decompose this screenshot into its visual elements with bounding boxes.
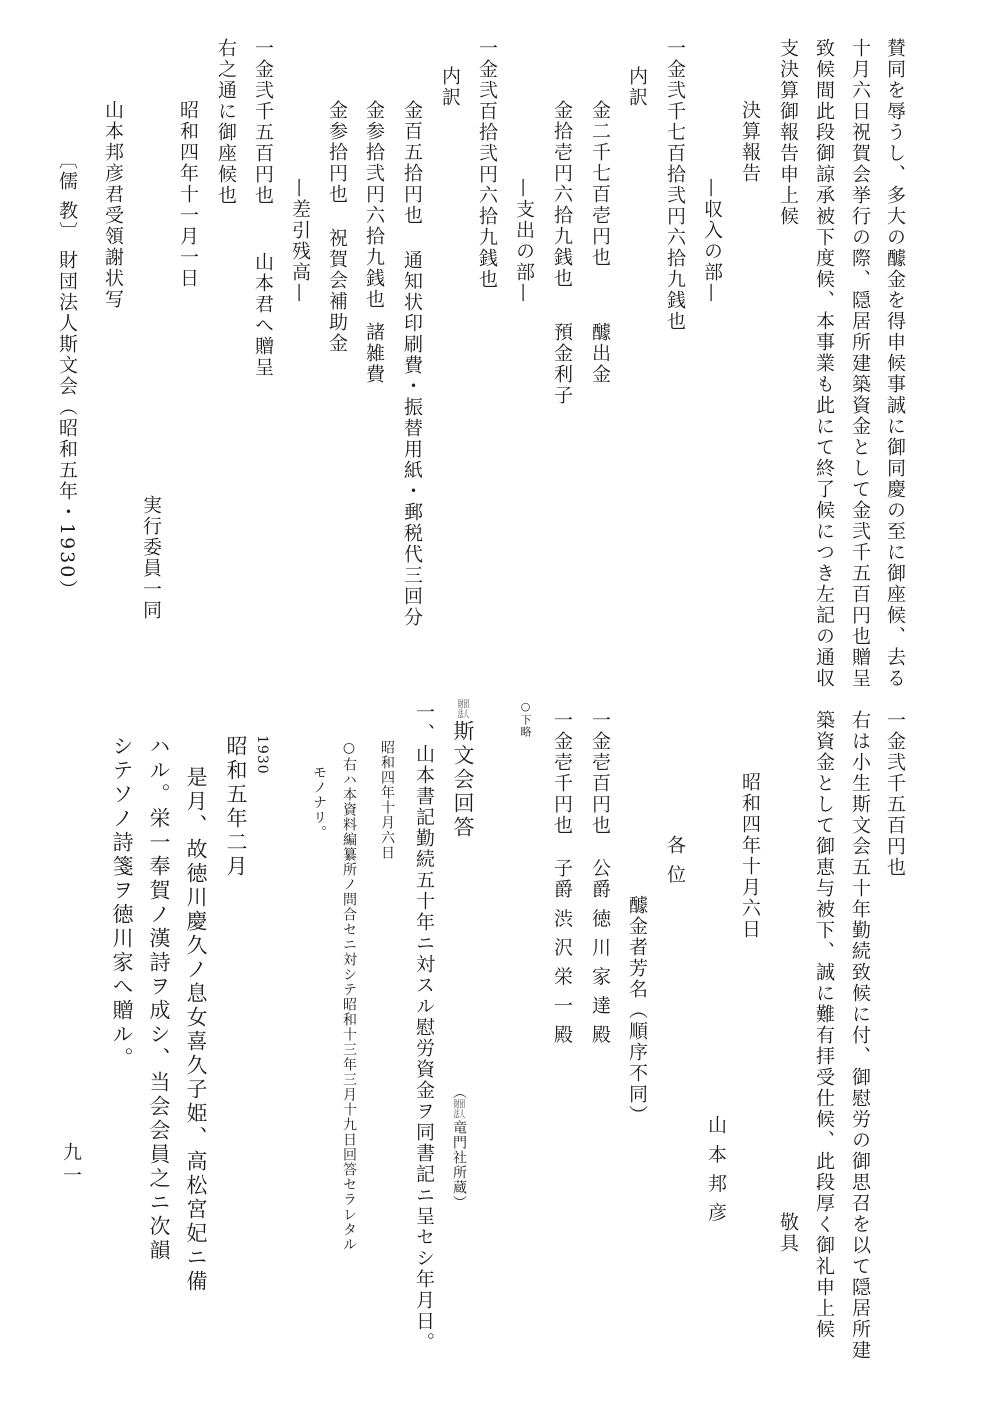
- reply-source: （財団法人竜門社所蔵）: [451, 1085, 467, 1210]
- year-marker: 1930: [254, 735, 270, 775]
- donor-1-amount: 一金壱百円也: [589, 710, 611, 836]
- settlement-heading: 決算報告: [739, 100, 761, 184]
- entry-text-2: ハル。栄一奉賀ノ漢詩ヲ成シ、当会会員之ニ次韻: [147, 735, 171, 1263]
- entry-date: 昭和五年二月: [224, 735, 248, 879]
- expense-breakdown-label: 内訳: [439, 66, 461, 108]
- expense-item-3-amount: 金参拾円也: [326, 100, 348, 205]
- reply-heading: [452, 700, 473, 840]
- closing-line: 右之通に御座候也: [215, 38, 237, 206]
- omission-note: ○下略: [519, 700, 532, 738]
- donor-2-amount: 一金壱千円也: [551, 710, 573, 836]
- entry-text-3: シテソノ詩箋ヲ徳川家へ贈ル。: [110, 735, 134, 1071]
- reply-item: 一、山本書記勤続五十年ニ対スル慰労資金ヲ同書記ニ呈セシ年月日。: [413, 702, 435, 1353]
- receipt-letter-title: 山本邦彦君受領謝状写: [102, 100, 124, 310]
- income-breakdown-label: 内訳: [626, 66, 648, 108]
- expense-item-2-amount: 金参拾弐円六拾九銭也: [363, 100, 385, 310]
- closing-keigu: 敬具: [777, 1212, 799, 1254]
- reply-title: 斯文会回答: [451, 720, 475, 840]
- corp-prefix-2: 財団法人: [454, 1100, 465, 1120]
- income-section-heading: —収入の部—: [701, 178, 723, 304]
- expense-item-2-label: 諸雑費: [363, 322, 385, 385]
- editorial-note-1: ○右ハ本資料編纂所ノ問合セニ対シテ昭和十三年三月十九日回答セラレタル: [341, 740, 357, 1252]
- balance-amount: 一金弐千五百円也: [252, 38, 274, 206]
- letter-date: 昭和四年十月六日: [739, 772, 761, 940]
- source-attribution: 財団法人斯文会（昭和五年・1930）: [56, 250, 78, 601]
- expense-item-1-label: 通知状印刷費・振替用紙・郵税代三回分: [401, 250, 423, 628]
- balance-section-heading: —差引残高—: [289, 178, 311, 304]
- addressee: 各 位: [664, 835, 686, 886]
- entry-text-1: 是月、故徳川慶久ノ息女喜久子姫、高松宮妃ニ備: [184, 766, 208, 1294]
- editorial-note-2: モノナリ。: [311, 765, 327, 840]
- category-tag: 〔儒 教〕: [56, 150, 78, 243]
- letter-signatory: 山 本 邦 彦: [705, 1115, 727, 1224]
- income-item-1-amount: 金二千七百壱円也: [589, 100, 611, 268]
- upper-line-3: 致候間此段御諒承被下度候、本事業も此にて終了候につき左記の通収: [813, 38, 835, 689]
- balance-recipient: 山本君へ贈呈: [252, 252, 274, 378]
- page-number: 九一: [60, 1142, 82, 1188]
- income-item-2-label: 預金利子: [551, 322, 573, 406]
- upper-line-4: 支決算御報告申上候: [777, 38, 799, 227]
- upper-line-2: 十月六日祝賀会挙行の際、隠居所建築資金として金弐千五百円也贈呈: [849, 38, 871, 689]
- thank-you-line-2: 築資金として御恵与被下、誠に難有拝受仕候、此段厚く御礼申上候: [813, 710, 835, 1340]
- income-total: 一金弐千七百拾弐円六拾九銭也: [664, 38, 686, 332]
- expense-section-heading: —支出の部—: [513, 178, 535, 304]
- expense-total: 一金弐百拾弐円六拾九銭也: [476, 38, 498, 290]
- income-item-2-amount: 金拾壱円六拾九銭也: [551, 100, 573, 289]
- donor-2-name: 子爵 渋 沢 栄 一 殿: [551, 858, 573, 1046]
- committee-signature: 実行委員一同: [140, 495, 162, 621]
- upper-line-1: 賛同を辱うし、多大の醵金を得申候事誠に御同慶の至に御座候、去る: [884, 38, 906, 689]
- reply-date: 昭和四年十月六日: [379, 740, 395, 860]
- income-item-1-label: 醵出金: [589, 322, 611, 385]
- expense-item-3-label: 祝賀会補助金: [326, 228, 348, 354]
- date-line: 昭和四年十一月一日: [177, 100, 199, 289]
- gift-amount: 一金弐千五百円也: [884, 710, 906, 878]
- expense-item-1-amount: 金百五拾円也: [401, 100, 423, 226]
- thank-you-line-1: 右は小生斯文会五十年勤続致候に付、御慰労の御思召を以て隠居所建: [849, 710, 871, 1361]
- donor-list-heading: 醵金者芳名（順序不同）: [626, 895, 648, 1126]
- corp-prefix: 財団法人: [458, 700, 469, 720]
- donor-1-name: 公爵 徳 川 家 達 殿: [589, 858, 611, 1046]
